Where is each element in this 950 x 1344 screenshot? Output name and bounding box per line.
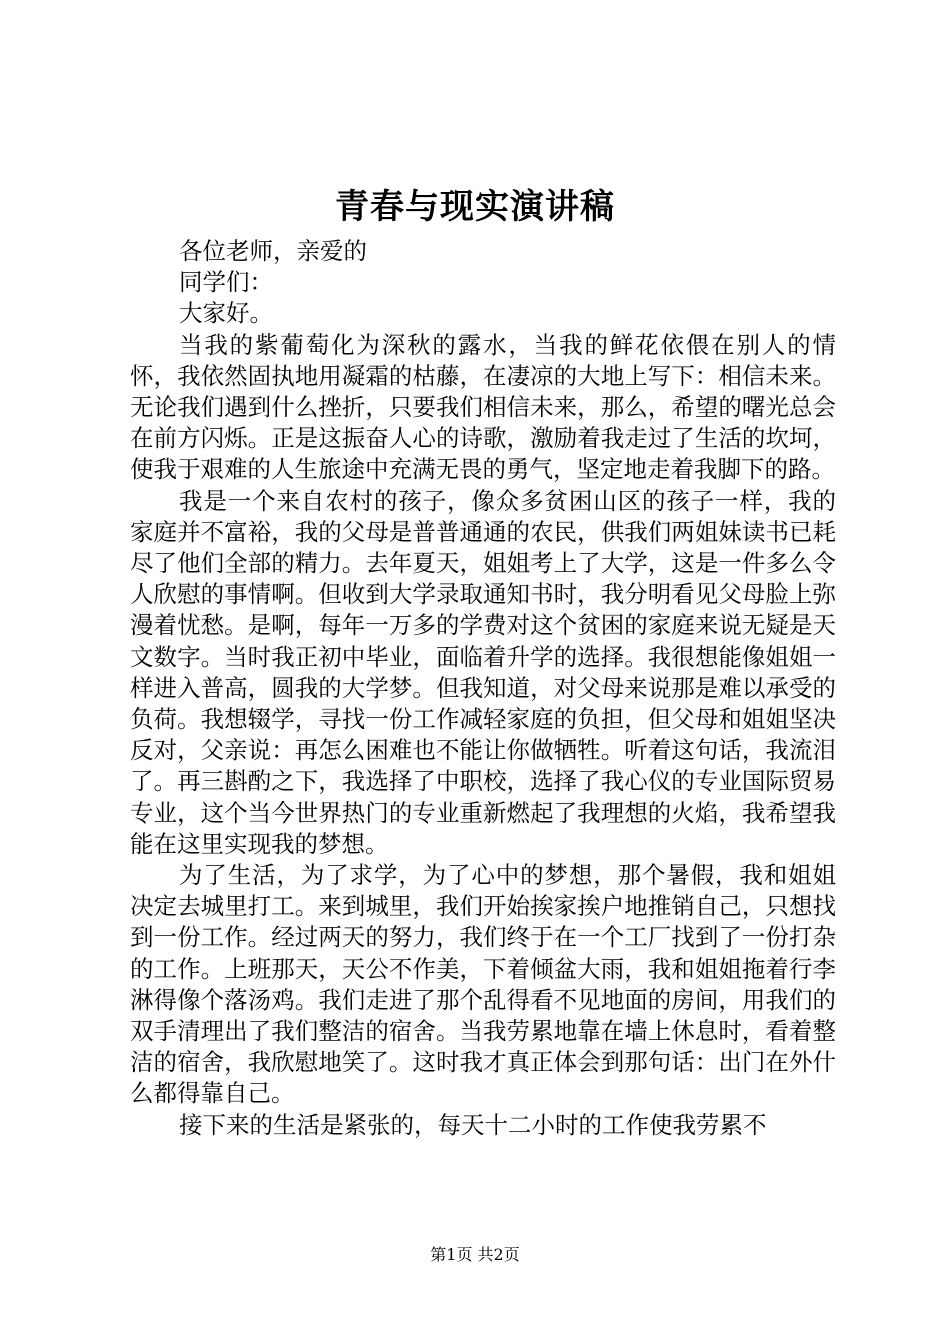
document-title: 青春与现实演讲稿 [335, 187, 615, 227]
document-body [130, 236, 836, 1141]
page-footer: 第1页 共2页 [430, 1245, 520, 1264]
paragraph: 接下来的生活是紧张的，每天十二小时的工作使我劳累不 [179, 1110, 767, 1139]
paragraph: 我是一个来自农村的孩子，像众多贫困山区的孩子一样，我的家庭并不富裕，我的父母是普普通通的农民，供我们两姐妹读书已耗尽了他们全部的精力。去年夏天，姐姐考上了大学，这是一件多么令人欣慰的事情啊。但收到大学录取通知书时，我分明看见父母脸上弥漫着忧愁。是啊，每年一万多的学费对这个贫困的家庭来说无疑是天文数字。当时我正初中毕业，面临着升学的选择。我很想能像姐姐一样进入普高，圆我的大学梦。但我知道，对父母来说那是难以承受的负荷。我想辍学，寻找一份工作减轻家庭的负担，但父母和姐姐坚决反对，父亲说：再怎么困难也不能让你做牺牲。听着这句话，我流泪了。再三斟酌之下，我选择了中职校，选择了我心仪的专业国际贸易专业，这个当今世界热门的专业重新燃起了我理想的火焰，我希望我能在这里实现我的梦想。 [130, 486, 836, 858]
greeting-line: 各位老师，亲爱的 [179, 237, 367, 265]
greeting-line: 大家好。 [179, 299, 273, 328]
paragraph: 为了生活，为了求学，为了心中的梦想，那个暑假，我和姐姐决定去城里打工。来到城里，我们开始挨家挨户地推销自己，只想找到一份工作。经过两天的努力，我们终于在一个工厂找到了一份打杂的工作。上班那天，天公不作美，下着倾盆大雨，我和姐姐拖着行李淋得像个落汤鸡。我们走进了那个乱得看不见地面的房间，用我们的双手清理出了我们整洁的宿舍。当我劳累地靠在墙上休息时，看着整洁的宿舍，我欣慰地笑了。这时我才真正体会到那句话：出门在外什么都得靠自己。 [130, 861, 836, 1108]
greeting-line: 同学们： [179, 268, 273, 297]
paragraph: 当我的紫葡萄化为深秋的露水，当我的鲜花依偎在别人的情怀，我依然固执地用凝霜的枯藤，在凄凉的大地上写下：相信未来。无论我们遇到什么挫折，只要我们相信未来，那么，希望的曙光总会在前方闪烁。正是这振奋人心的诗歌，激励着我走过了生活的坎坷，使我于艰难的人生旅途中充满无畏的勇气，坚定地走着我脚下的路。 [130, 330, 836, 484]
